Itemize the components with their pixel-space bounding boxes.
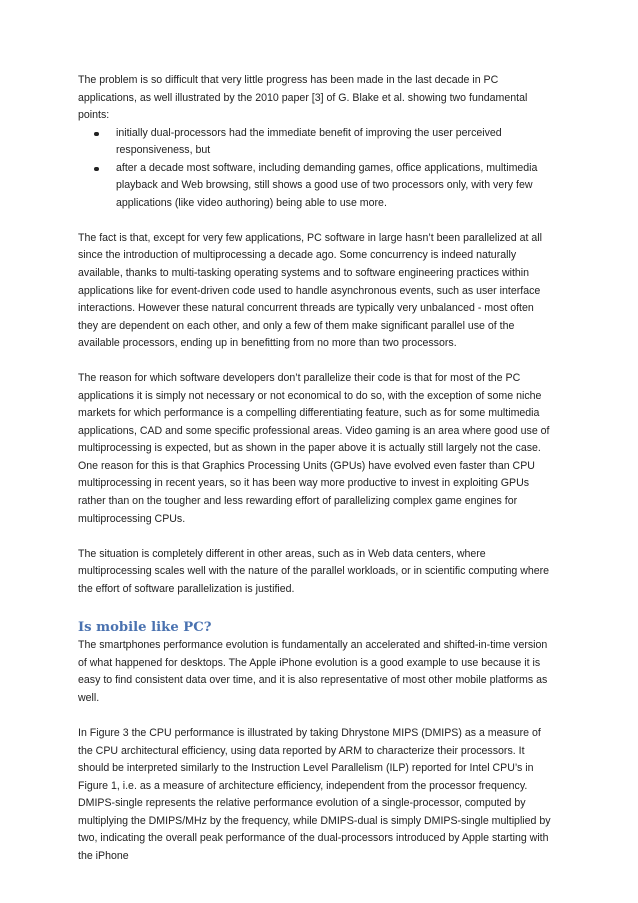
section-paragraph: In Figure 3 the CPU performance is illustrated by taking Dhrystone MIPS (DMIPS) as a measure of the CPU architectural efficiency, using data reported by ARM to characterize their processors. It should be interpreted similarly to the Instruction Level Parallelism (ILP) reported for Intel CPU’s in Figure 1, i.e. as a measure of architecture efficiency, independent from the processor frequency. DMIPS-single represents the relative performance evolution of a single-processor, computed by multiplying the DMIPS/MHz by the frequency, while DMIPS-dual is simply DMIPS-single multiplied by two, indicating the overall peak performance of the dual-processors introduced by Apple starting with the iPhone: [78, 726, 551, 862]
document-page: [78, 72, 556, 865]
body-paragraph: The situation is completely different in other areas, such as in Web data centers, where multiprocessing scales well with the nature of the parallel workloads, or in scientific computing where the effort of software parallelization is justified.: [78, 547, 550, 595]
body-paragraph: The fact is that, except for very few applications, PC software in large hasn’t been parallelized at all since the introduction of multiprocessing a decade ago. Some concurrency is indeed naturally available, thanks to multi-tasking operating systems and to software engineering practices within applications like for event-driven code used to handle asynchronous events, such as user interface interactions. However these natural concurrent threads are typically very unbalanced - most often they are dependent on each other, and only a few of them make significant parallel use of the available processors, ending up in benefitting from no more than two processors.: [78, 231, 543, 350]
bullet-text: initially dual-processors had the immediate benefit of improving the user perceived responsiveness, but: [116, 126, 502, 157]
bullet-text: after a decade most software, including demanding games, office applications, multimedia playback and Web browsing, still shows a good use of two processors only, with very few applications (like video authoring) being able to use more.: [116, 161, 538, 209]
bullet-dot-icon: [94, 167, 99, 172]
bullet-dot-icon: [94, 132, 99, 137]
section-paragraph: The smartphones performance evolution is fundamentally an accelerated and shifted-in-time version of what happened for desktops. The Apple iPhone evolution is a good example to use because it is easy to find consistent data over time, and it is also representative of most other mobile platforms as well.: [78, 639, 548, 704]
bullet-item: [78, 160, 556, 213]
bullet-item: [78, 125, 556, 160]
bullet-list: [78, 125, 556, 213]
body-paragraph: The reason for which software developers don’t parallelize their code is that for most of the PC applications it is simply not necessary or not economical to do so, with the exception of some niche markets for which performance is a compelling differentiating feature, such as for some multimedia applications, CAD and some specific professional areas. Video gaming is an area where good use of multiprocessing is expected, but as shown in the paper above it is actually still largely not the case. One reason for this is that Graphics Processing Units (GPUs) have evolved even faster than CPU multiprocessing in recent years, so it has been way more productive to invest in exploiting GPUs rather than on the tougher and less rewarding effort of parallelizing complex game engines for multiprocessing CPUs.: [78, 372, 550, 525]
intro-paragraph: The problem is so difficult that very little progress has been made in the last decade in PC applications, as well illustrated by the 2010 paper [3] of G. Blake et al. showing two fundamental points:: [78, 74, 528, 122]
section-heading: Is mobile like PC?: [78, 620, 212, 636]
